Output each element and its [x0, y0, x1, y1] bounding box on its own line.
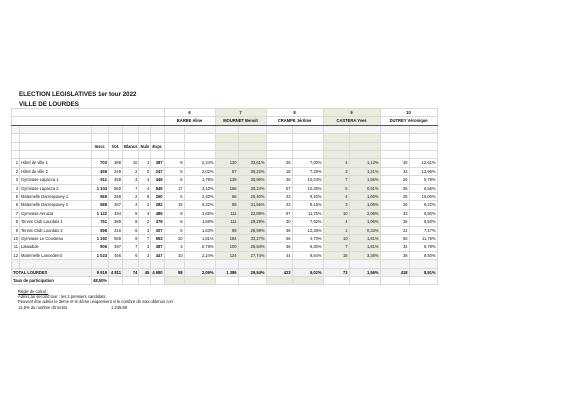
candidate-percent: 1,81%	[349, 243, 380, 251]
candidate-votes: 3	[323, 201, 349, 209]
candidate-percent: 33,27%	[238, 235, 266, 243]
candidate-votes: 66	[215, 193, 238, 201]
bureau-name: Gymnase Annuza	[20, 209, 92, 217]
table-row	[12, 235, 438, 243]
total-nuls: 45	[139, 268, 151, 276]
vot-value: 494	[109, 209, 123, 217]
expr-value: 387	[151, 243, 164, 251]
expr-value: 485	[151, 209, 164, 217]
total-candidate-votes: 98	[164, 268, 184, 276]
candidate-percent: 7,92%	[292, 218, 323, 226]
candidate-votes: 184	[215, 235, 238, 243]
candidate-percent: 2,24%	[184, 159, 215, 167]
candidate-votes: 34	[380, 243, 409, 251]
candidate-votes: 100	[215, 243, 238, 251]
candidate-percent: 9,30%	[292, 243, 323, 251]
candidate-percent: 26,40%	[238, 193, 266, 201]
candidate-votes: 8	[164, 176, 184, 184]
expr-value: 307	[151, 226, 164, 234]
candidate-name-row	[12, 117, 438, 125]
nuls-value: 6	[139, 193, 151, 201]
table-row	[12, 193, 438, 201]
candidate-votes: 4	[323, 193, 349, 201]
expr-value: 387	[151, 159, 164, 167]
blancs-value: 7	[123, 184, 139, 192]
candidate-number: 10	[380, 109, 437, 117]
blancs-value: 7	[123, 243, 139, 251]
total-vot: 4 811	[109, 268, 123, 276]
bureau-number: 9	[12, 226, 20, 234]
nuls-value: 0	[139, 167, 151, 175]
candidate-percent: 9,22%	[409, 201, 437, 209]
vot-value: 287	[109, 201, 123, 209]
inscr-value: 459	[92, 167, 109, 175]
candidate-percent: 1,06%	[349, 201, 380, 209]
bureau-name: Hôtel de ville 2	[20, 167, 92, 175]
bureau-number: 3	[12, 176, 20, 184]
empty-cell	[139, 277, 151, 285]
results-table	[11, 108, 438, 285]
candidate-votes: 5	[164, 167, 184, 175]
nuls-value: 3	[139, 243, 151, 251]
empty-cell	[323, 260, 349, 268]
rules-line: 12,5% du nombre d'inscrits	[18, 304, 68, 310]
empty-cell	[151, 277, 164, 285]
candidate-votes: 124	[215, 251, 238, 259]
vot-value: 458	[109, 176, 123, 184]
candidate-percent: 12,96%	[409, 167, 437, 175]
candidate-percent: 8,50%	[409, 251, 437, 259]
candidate-percent: 35,22%	[238, 167, 266, 175]
total-candidate-percent: 9,02%	[292, 268, 323, 276]
inscr-value: 565	[92, 193, 109, 201]
page-subtitle: VILLE DE LOURDES	[19, 101, 79, 108]
bureau-number: 10	[13, 236, 18, 242]
candidate-percent: 27,74%	[238, 251, 266, 259]
candidate-votes: 10	[164, 251, 184, 259]
empty-cell	[409, 277, 437, 285]
total-candidate-percent: 2,09%	[184, 268, 215, 276]
bureau-number: 5	[12, 193, 20, 201]
bureau-number: 12	[13, 252, 18, 258]
candidate-percent: 3,10%	[184, 184, 215, 192]
inscr-value: 1 122	[92, 209, 109, 217]
col-header-blancs: Blancs	[124, 143, 138, 149]
bureau-name: Maternelle Darrespouey 1	[20, 193, 92, 201]
candidate-percent: 4,70%	[292, 235, 323, 243]
candidate-votes: 89	[215, 201, 238, 209]
empty-cell	[109, 277, 123, 285]
candidate-percent: 33,61%	[238, 159, 266, 167]
empty-cell	[380, 260, 409, 268]
expr-value: 447	[151, 251, 164, 259]
candidate-percent: 0,78%	[184, 243, 215, 251]
candidate-percent: 10,24%	[292, 176, 323, 184]
participation-label: Taux de participation	[12, 277, 92, 285]
candidate-number: 6	[164, 109, 215, 117]
empty-cell	[266, 260, 292, 268]
candidate-votes: 15	[323, 251, 349, 259]
blancs-value: 3	[123, 201, 139, 209]
candidate-percent: 2,02%	[184, 167, 215, 175]
bureau-number: 2	[12, 167, 20, 175]
nuls-value: 7	[139, 235, 151, 243]
empty-cell	[238, 260, 266, 268]
candidate-percent: 7,00%	[292, 159, 323, 167]
inscr-value: 906	[92, 243, 109, 251]
vot-value: 258	[109, 193, 123, 201]
total-candidate-percent: 8,91%	[409, 268, 437, 276]
page-title: ELECTION LEGISLATIVES 1er tour 2022	[19, 91, 137, 98]
candidate-votes: 25	[266, 159, 292, 167]
candidate-votes: 36	[380, 218, 409, 226]
table-row	[12, 226, 438, 234]
empty-cell	[123, 260, 139, 268]
threshold-value: 1 239,88	[111, 304, 127, 310]
candidate-votes: 38	[380, 251, 409, 259]
results-grid	[11, 108, 438, 285]
candidate-votes: 7	[323, 176, 349, 184]
blancs-value: 6	[123, 251, 139, 259]
candidate-votes: 45	[380, 159, 409, 167]
candidate-votes: 120	[215, 159, 238, 167]
table-row	[12, 209, 438, 217]
candidate-percent: 1,63%	[184, 226, 215, 234]
candidate-percent: 30,24%	[238, 184, 266, 192]
candidate-percent: 1,12%	[349, 159, 380, 167]
empty-cell	[164, 260, 184, 268]
bureau-number: 6	[12, 201, 20, 209]
candidate-votes: 23	[266, 201, 292, 209]
candidate-votes: 26	[266, 235, 292, 243]
candidate-percent: 1,60%	[349, 193, 380, 201]
candidate-votes: 87	[215, 167, 238, 175]
bureau-name: Hôtel de ville 1	[20, 159, 92, 167]
blancs-value: 2	[123, 167, 139, 175]
blancs-value: 8	[123, 218, 139, 226]
candidate-percent: 22,89%	[238, 209, 266, 217]
candidate-percent: 12,38%	[292, 226, 323, 234]
spacer-row	[12, 125, 438, 133]
total-candidate-votes: 423	[266, 268, 292, 276]
candidate-percent: 10,00%	[409, 193, 437, 201]
bureau-number: 11	[12, 243, 20, 251]
total-blancs: 74	[123, 268, 139, 276]
vot-value: 316	[109, 226, 123, 234]
candidate-votes: 8	[164, 209, 184, 217]
candidate-votes: 22	[380, 226, 409, 234]
candidate-percent: 5,32%	[184, 201, 215, 209]
candidate-number: 8	[266, 109, 323, 117]
candidate-percent: 1,81%	[184, 235, 215, 243]
candidate-percent: 1,56%	[349, 176, 380, 184]
empty-cell	[349, 260, 380, 268]
candidate-percent: 9,84%	[292, 251, 323, 259]
total-row	[12, 268, 438, 276]
expr-value: 250	[151, 193, 164, 201]
candidate-percent: 0,33%	[349, 226, 380, 234]
bureau-name: Gymnase Le Cousteau	[20, 235, 92, 243]
candidate-number: 9	[323, 109, 380, 117]
expr-value: 379	[151, 218, 164, 226]
candidate-percent: 8,79%	[409, 243, 437, 251]
inscr-value: 911	[92, 176, 109, 184]
nuls-value: 2	[139, 218, 151, 226]
inscr-value: 1 192	[92, 235, 109, 243]
candidate-votes: 166	[215, 184, 238, 192]
bureau-number: 7	[12, 209, 20, 217]
candidate-votes: 17	[164, 184, 184, 192]
empty-cell	[184, 277, 215, 285]
bureau-number: 8	[12, 218, 20, 226]
vot-value: 397	[109, 243, 123, 251]
participation-row	[12, 277, 438, 285]
inscr-value: 598	[92, 226, 109, 234]
candidate-votes: 46	[266, 176, 292, 184]
nuls-value: 2	[139, 201, 151, 209]
vot-value: 249	[109, 167, 123, 175]
candidate-votes: 139	[215, 176, 238, 184]
candidate-percent: 10,38%	[292, 184, 323, 192]
candidate-percent: 31,56%	[238, 201, 266, 209]
vot-value: 456	[109, 251, 123, 259]
candidate-percent: 5,79%	[409, 176, 437, 184]
empty-cell	[380, 277, 409, 285]
empty-cell	[409, 260, 437, 268]
spacer-row	[12, 134, 438, 142]
candidate-votes: 89	[215, 226, 238, 234]
vot-value: 388	[109, 159, 123, 167]
inscr-value: 703	[92, 159, 109, 167]
vot-value: 569	[109, 235, 123, 243]
table-row	[12, 184, 438, 192]
empty-cell	[292, 260, 323, 268]
inscr-value: 588	[92, 201, 109, 209]
vot-value: 560	[109, 184, 123, 192]
bureau-name: Maternelle Darrespouey 2	[20, 201, 92, 209]
candidate-percent: 28,99%	[238, 226, 266, 234]
candidate-percent: 3,36%	[349, 251, 380, 259]
candidate-votes: 30	[266, 218, 292, 226]
empty-cell	[20, 260, 92, 268]
candidate-name: CASTERA Yves	[323, 117, 380, 125]
table-row	[12, 251, 438, 259]
inscr-value: 1 023	[92, 251, 109, 259]
empty-cell	[349, 277, 380, 285]
candidate-votes: 26	[380, 176, 409, 184]
candidate-votes: 65	[380, 235, 409, 243]
inscr-value: 1 104	[92, 184, 109, 192]
candidate-percent: 6,56%	[409, 184, 437, 192]
candidate-votes: 5	[323, 184, 349, 192]
table-row	[12, 159, 438, 167]
bureau-name: Gymnase Lapacca 2	[20, 184, 92, 192]
candidate-votes: 25	[380, 193, 409, 201]
expr-value: 247	[151, 167, 164, 175]
candidate-votes: 3	[323, 167, 349, 175]
bureau-number: 1	[12, 159, 20, 167]
candidate-votes: 6	[164, 193, 184, 201]
candidate-votes: 4	[323, 218, 349, 226]
col-header-expr: Expr.	[152, 143, 163, 149]
candidate-votes: 33	[380, 209, 409, 217]
candidate-number: 7	[215, 109, 266, 117]
nuls-value: 3	[139, 251, 151, 259]
nuls-value: 3	[139, 226, 151, 234]
candidate-name: CRAMPE Jérôme	[266, 117, 323, 125]
empty-cell	[292, 277, 323, 285]
rules-line: Admis au second tour : les 2 premiers candidats	[18, 294, 106, 300]
total-expr: 4 680	[152, 269, 163, 275]
candidate-votes: 18	[266, 167, 292, 175]
candidate-percent: 1,06%	[349, 218, 380, 226]
candidate-number-row	[12, 109, 438, 117]
candidate-percent: 7,17%	[409, 226, 437, 234]
candidate-percent: 8,16%	[292, 201, 323, 209]
candidate-votes: 44	[266, 251, 292, 259]
expr-value: 449	[151, 176, 164, 184]
candidate-votes: 6	[164, 218, 184, 226]
empty-cell	[123, 277, 139, 285]
blancs-value: 5	[123, 209, 139, 217]
candidate-votes: 10	[323, 235, 349, 243]
total-label: TOTAL LOURDES	[12, 268, 92, 276]
candidate-votes: 23	[266, 193, 292, 201]
bureau-name: Tennis Club Lourdais 2	[20, 226, 92, 234]
candidate-votes: 57	[266, 184, 292, 192]
blancs-value: 3	[123, 176, 139, 184]
candidate-percent: 0,91%	[349, 184, 380, 192]
empty-cell	[215, 277, 238, 285]
candidate-votes: 32	[380, 167, 409, 175]
spacer-row	[12, 260, 438, 268]
empty-cell	[215, 260, 238, 268]
candidate-votes: 15	[164, 201, 184, 209]
candidate-votes: 8	[164, 159, 184, 167]
table-row	[12, 167, 438, 175]
empty-cell	[238, 277, 266, 285]
candidate-percent: 11,75%	[292, 209, 323, 217]
candidate-votes: 57	[266, 209, 292, 217]
inscr-value: 751	[92, 218, 109, 226]
nuls-value: 1	[139, 159, 151, 167]
empty-cell	[12, 260, 20, 268]
calculation-rules	[18, 289, 198, 315]
empty-cell	[139, 260, 151, 268]
blancs-value: 10	[123, 159, 139, 167]
candidate-percent: 25,84%	[238, 243, 266, 251]
candidate-votes: 7	[323, 243, 349, 251]
empty-cell	[92, 260, 109, 268]
candidate-votes: 26	[380, 201, 409, 209]
candidate-votes: 3	[164, 243, 184, 251]
total-candidate-votes: 73	[323, 268, 349, 276]
bureau-name: Tennis Club Lourdais 1	[20, 218, 92, 226]
rules-title: Règle de calcul :	[18, 289, 49, 294]
nuls-value: 4	[139, 184, 151, 192]
candidate-percent: 7,29%	[292, 167, 323, 175]
candidate-votes: 38	[266, 226, 292, 234]
candidate-votes: 4	[323, 159, 349, 167]
total-candidate-votes: 418	[380, 268, 409, 276]
candidate-percent: 2,06%	[349, 209, 380, 217]
candidate-name: BARBE Aline	[164, 117, 215, 125]
bureau-name: Maternelle Lannedernt	[20, 251, 92, 259]
candidate-percent: 6,80%	[409, 209, 437, 217]
empty-cell	[151, 260, 164, 268]
empty-cell	[184, 260, 215, 268]
candidate-percent: 1,58%	[184, 218, 215, 226]
expr-value: 282	[151, 201, 164, 209]
candidate-percent: 1,21%	[349, 167, 380, 175]
total-candidate-percent: 29,54%	[238, 268, 266, 276]
col-header-vot: Vot.	[109, 142, 123, 150]
blancs-value: 9	[123, 235, 139, 243]
empty-cell	[323, 277, 349, 285]
blancs-value: 2	[123, 193, 139, 201]
expr-value: 553	[151, 235, 164, 243]
spacer-row	[12, 151, 438, 159]
candidate-percent: 29,29%	[238, 218, 266, 226]
total-inscr: 9 919	[92, 268, 109, 276]
candidate-percent: 9,20%	[292, 193, 323, 201]
candidate-percent: 1,65%	[184, 209, 215, 217]
candidate-votes: 10	[164, 235, 184, 243]
table-row	[12, 243, 438, 251]
candidate-percent: 1,78%	[184, 176, 215, 184]
nuls-value: 4	[139, 209, 151, 217]
candidate-votes: 111	[215, 218, 238, 226]
table-row	[12, 201, 438, 209]
candidate-votes: 111	[215, 209, 238, 217]
col-header-inscr: Inscr.	[92, 142, 109, 150]
empty-cell	[164, 277, 184, 285]
bureau-name: Lalaudide	[20, 243, 92, 251]
column-header-row	[12, 142, 438, 150]
bureau-number: 4	[12, 184, 20, 192]
candidate-percent: 2,24%	[184, 251, 215, 259]
bureau-name: Gymnase Lapacca 1	[20, 176, 92, 184]
candidate-votes: 1	[323, 226, 349, 234]
participation-value: 48,50%	[93, 278, 107, 284]
expr-value: 549	[151, 184, 164, 192]
candidate-percent: 2,40%	[184, 193, 215, 201]
nuls-value: 4	[139, 176, 151, 184]
candidate-votes: 5	[164, 226, 184, 234]
table-row	[12, 218, 438, 226]
total-candidate-votes: 1 386	[215, 268, 238, 276]
candidate-votes: 36	[380, 184, 409, 192]
empty-cell	[109, 260, 123, 268]
candidate-percent: 1,81%	[349, 235, 380, 243]
vot-value: 389	[109, 218, 123, 226]
candidate-votes: 10	[323, 209, 349, 217]
candidate-percent: 9,50%	[409, 218, 437, 226]
table-row	[12, 176, 438, 184]
rules-line: Peuvent être admis le 3ème et le 4ème uniquement si le nombre de voix obtenus corr	[18, 299, 174, 305]
candidate-percent: 11,75%	[409, 235, 437, 243]
empty-cell	[266, 277, 292, 285]
candidate-name: DUTREY Véronique	[380, 117, 437, 125]
candidate-percent: 12,61%	[409, 159, 437, 167]
col-header-nuls: Nuls	[140, 143, 150, 149]
candidate-percent: 30,96%	[238, 176, 266, 184]
candidate-votes: 36	[266, 243, 292, 251]
total-candidate-percent: 1,56%	[349, 268, 380, 276]
candidate-name: MOURNET Benoit	[215, 117, 266, 125]
blancs-value: 6	[123, 226, 139, 234]
